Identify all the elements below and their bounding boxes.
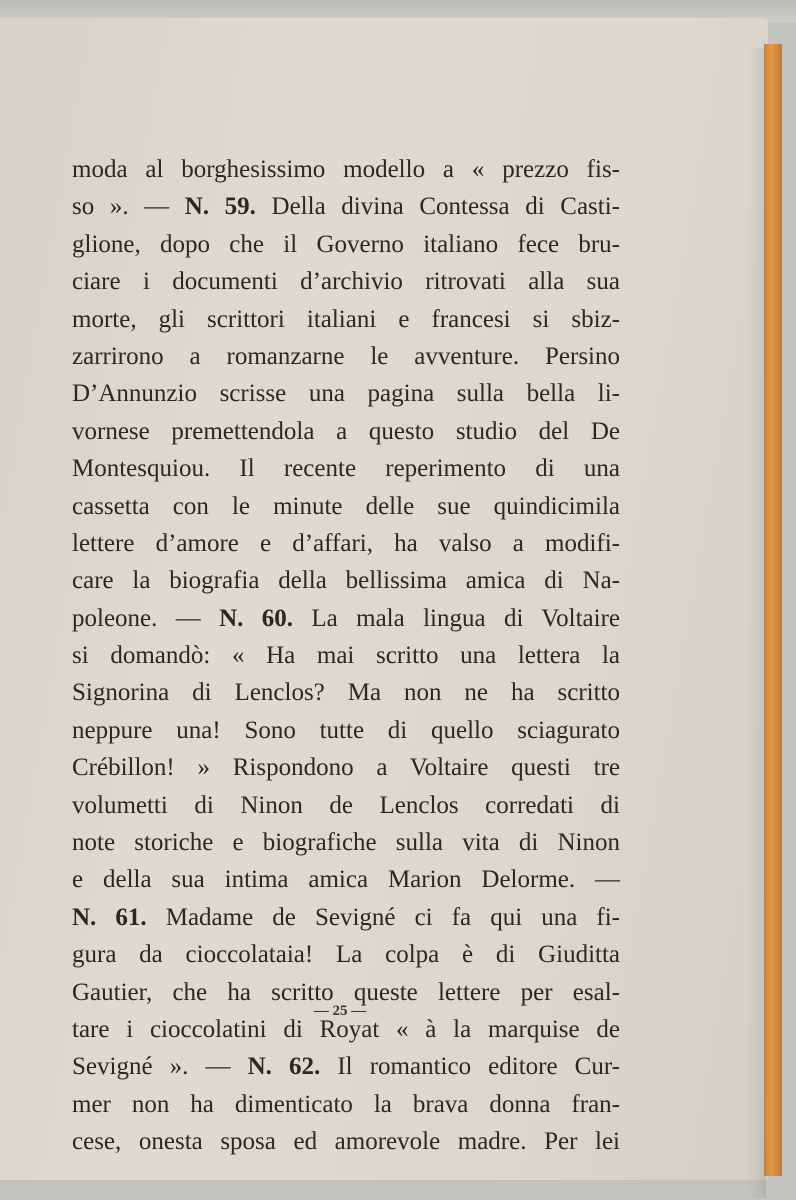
text-line [72, 1048, 620, 1085]
text-segment: vornese premettendola a questo studio del De [72, 417, 620, 445]
text-segment: Madame de Sevigné ci fa qui una fi- [146, 903, 620, 931]
text-segment: si domandò: « Ha mai scritto una lettera la [72, 642, 620, 670]
text-line [72, 488, 620, 525]
text-line [72, 450, 620, 487]
text-segment: tare i cioccolatini di Royat « à la marquise de [72, 1015, 620, 1043]
text-line [72, 712, 620, 749]
text-segment: poleone. — [72, 604, 220, 632]
text-segment: Gautier, che ha scritto queste lettere per esal- [72, 978, 620, 1006]
text-segment: Il romantico editore Cur- [320, 1053, 620, 1081]
text-line [72, 525, 620, 562]
text-line [72, 263, 620, 300]
text-line [72, 375, 620, 412]
entry-number: N. 61. [72, 903, 147, 931]
book-cover-edge [764, 44, 782, 1176]
text-segment: La mala lingua di Voltaire [293, 604, 620, 632]
text-line [72, 413, 620, 450]
text-segment: ciare i documenti d’archivio ritrovati alla sua [72, 268, 620, 296]
text-segment: Montesquiou. Il recente reperimento di una [72, 455, 620, 483]
text-segment: so ». — [72, 193, 185, 221]
text-segment: Sevigné ». — [72, 1053, 248, 1081]
page-number: — 25 — [313, 1003, 367, 1019]
text-line [72, 637, 620, 674]
text-segment: zarrirono a romanzarne le avventure. Persino [72, 342, 620, 370]
text-segment: cassetta con le minute delle sue quindicimila [72, 492, 620, 520]
text-segment: note storiche e biografiche sulla vita di Ninon [72, 829, 620, 857]
text-line [72, 1086, 620, 1123]
text-segment: Crébillon! » Rispondono a Voltaire questi tre [72, 754, 620, 782]
text-segment: care la biografia della bellissima amica di Na- [72, 567, 620, 595]
text-line [72, 824, 620, 861]
text-segment: gura da cioccolataia! La colpa è di Giuditta [72, 941, 620, 969]
text-line [72, 151, 620, 188]
text-segment: Signorina di Lenclos? Ma non ne ha scritto [72, 679, 620, 707]
text-segment: moda al borghesissimo modello a « prezzo fis- [72, 156, 620, 183]
text-line [72, 188, 620, 225]
text-segment: morte, gli scrittori italiani e francesi si sbiz- [72, 305, 620, 333]
text-segment: Della divina Contessa di Casti- [255, 193, 620, 221]
text-line [72, 749, 620, 786]
text-segment: cese, onesta sposa ed amorevole madre. Per lei [72, 1128, 620, 1156]
text-line [72, 936, 620, 973]
text-line [72, 674, 620, 711]
text-line [72, 226, 620, 263]
text-line [72, 787, 620, 824]
text-line [72, 338, 620, 375]
entry-number: N. 59. [184, 193, 256, 221]
entry-number: N. 62. [247, 1053, 321, 1081]
text-line [72, 1123, 620, 1160]
text-line [72, 899, 620, 936]
text-line [72, 301, 620, 338]
text-segment: e della sua intima amica Marion Delorme. — [72, 866, 620, 894]
text-segment: neppure una! Sono tutte di quello sciagurato [72, 716, 620, 744]
text-segment: lettere d’amore e d’affari, ha valso a modifi- [72, 529, 620, 557]
text-segment: volumetti di Ninon de Lenclos corredati di [72, 791, 620, 819]
entry-number: N. 60. [219, 604, 294, 632]
text-segment: mer non ha dimenticato la brava donna fran- [72, 1090, 620, 1118]
text-line [72, 600, 620, 637]
text-segment: glione, dopo che il Governo italiano fece bru- [72, 230, 620, 258]
text-line [72, 861, 620, 898]
text-line [72, 562, 620, 599]
text-segment: D’Annunzio scrisse una pagina sulla bella li- [72, 380, 620, 408]
